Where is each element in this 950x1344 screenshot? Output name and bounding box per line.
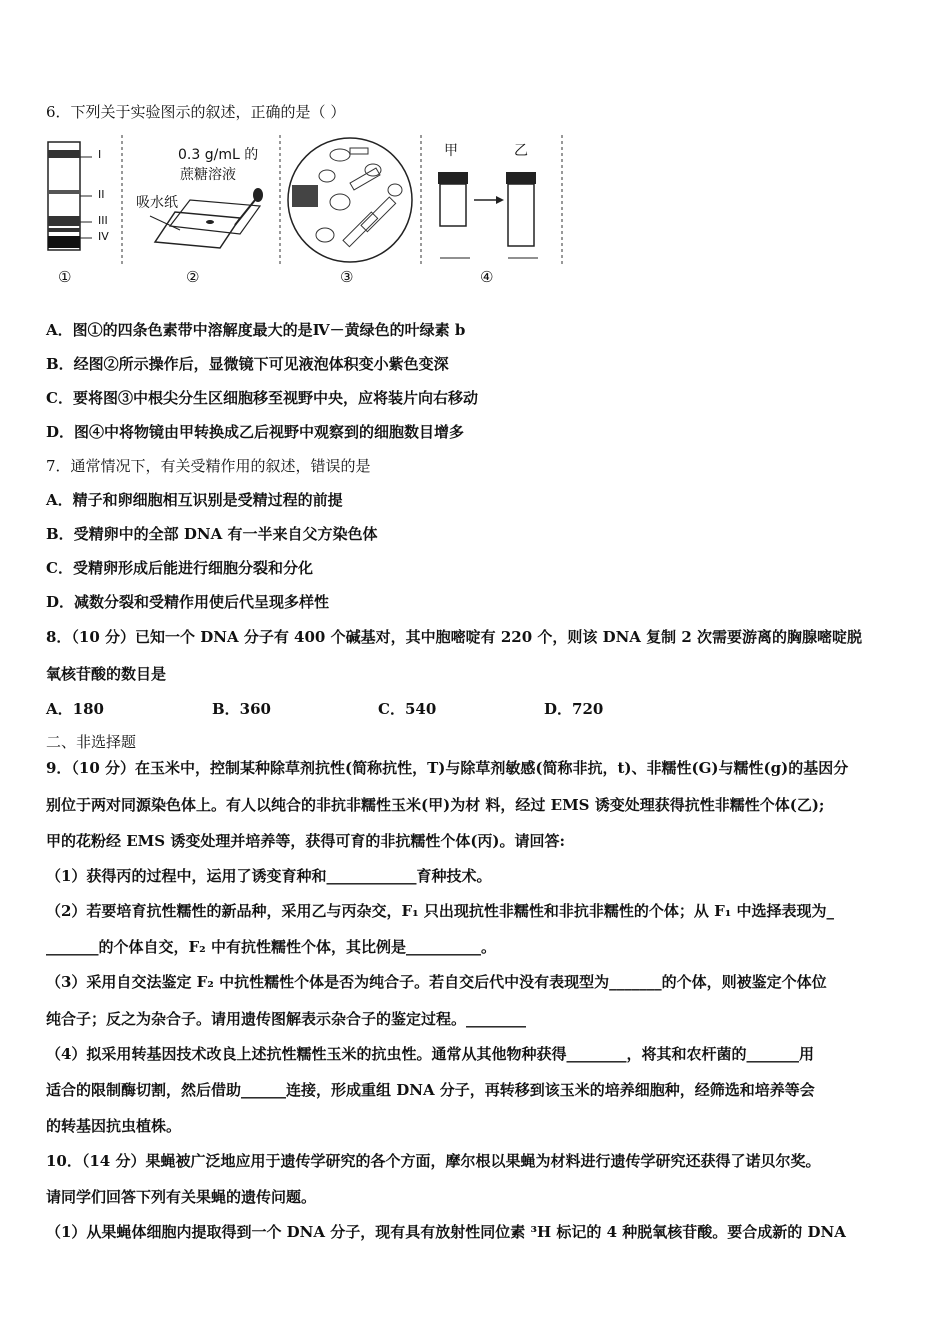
q6-option-d: D．图④中将物镜由甲转换成乙后视野中观察到的细胞数目增多 <box>46 423 465 441</box>
q8-stem-cont: 氧核苷酸的数目是 <box>46 665 167 683</box>
q9-line: （3）采用自交法鉴定 F₂ 中抗性糯性个体是否为纯合子。若自交后代中没有表现型为_______的个体，则被鉴定个体位 <box>46 973 827 991</box>
section-heading: 二、非选择题 <box>46 733 137 751</box>
experiment-figure <box>40 130 570 300</box>
q7-stem: 7．通常情况下，有关受精作用的叙述，错误的是 <box>46 457 371 475</box>
q10-line: 请同学们回答下列有关果蝇的遗传问题。 <box>46 1188 317 1206</box>
q8-option-a: A．180 <box>46 700 104 718</box>
figure-number: ② <box>186 268 200 286</box>
q9-line: 9．（10 分）在玉米中，控制某种除草剂抗性(简称抗性，T)与除草剂敏感(简称非抗，t)、非糯性(G)与糯性(g)的基因分 <box>46 759 849 777</box>
chromatography-strip <box>48 142 92 250</box>
q7-option-b: B．受精卵中的全部 DNA 有一半来自父方染色体 <box>46 525 378 543</box>
q10-line: （1）从果蝇体细胞内提取得到一个 DNA 分子，现有具有放射性同位素 ³H 标记的 4 种脱氧核苷酸。要合成新的 DNA <box>46 1223 846 1241</box>
band-label: I <box>98 148 102 161</box>
q6-stem: 6．下列关于实验图示的叙述，正确的是（ ） <box>46 103 346 121</box>
objective-yi-label: 乙 <box>514 143 528 159</box>
q10-line: 10．（14 分）果蝇被广泛地应用于遗传学研究的各个方面，摩尔根以果蝇为材料进行遗传学研究还获得了诺贝尔奖。 <box>46 1152 821 1170</box>
q9-line: 纯合子；反之为杂合子。请用遗传图解表示杂合子的鉴定过程。________ <box>46 1010 527 1028</box>
figure-number: ① <box>58 268 72 286</box>
q9-line: 的转基因抗虫植株。 <box>46 1117 182 1135</box>
q9-line: 别位于两对同源染色体上。有人以纯合的非抗非糯性玉米(甲)为材 料，经过 EMS 诱变处理获得抗性非糯性个体(乙); <box>46 796 825 814</box>
q6-option-c: C．要将图③中根尖分生区细胞移至视野中央，应将装片向右移动 <box>46 389 478 407</box>
blotting-paper-label: 吸水纸 <box>136 195 178 211</box>
q9-line: _______的个体自交，F₂ 中有抗性糯性个体，其比例是__________。 <box>46 938 496 956</box>
sucrose-label: 0.3 g/mL 的 <box>178 147 259 163</box>
q7-option-c: C．受精卵形成后能进行细胞分裂和分化 <box>46 559 313 577</box>
q9-line: 适合的限制酶切割，然后借助______连接，形成重组 DNA 分子，再转移到该玉米的培养细胞种，经筛选和培养等会 <box>46 1081 815 1099</box>
microscope-field <box>288 138 412 262</box>
figure-number: ③ <box>340 268 354 286</box>
q6-option-a: A．图①的四条色素带中溶解度最大的是Ⅳ－黄绿色的叶绿素 b <box>46 321 466 339</box>
q8-stem: 8．（10 分）已知一个 DNA 分子有 400 个碱基对，其中胞嘧啶有 220 个，则该 DNA 复制 2 次需要游离的胸腺嘧啶脱 <box>46 628 863 646</box>
q9-line: （4）拟采用转基因技术改良上述抗性糯性玉米的抗虫性。通常从其他物种获得________，将其和农杆菌的_______用 <box>46 1045 814 1063</box>
band-label: IV <box>98 230 109 243</box>
objective-lenses <box>438 172 538 258</box>
q6-option-b: B．经图②所示操作后，显微镜下可见液泡体积变小紫色变深 <box>46 355 449 373</box>
q9-line: （1）获得丙的过程中，运用了诱变育种和____________育种技术。 <box>46 867 492 885</box>
band-label: II <box>98 188 105 201</box>
q9-line: （2）若要培育抗性糯性的新品种，采用乙与丙杂交，F₁ 只出现抗性非糯性和非抗非糯性的个体；从 F₁ 中选择表现为_ <box>46 902 835 920</box>
objective-jia-label: 甲 <box>444 143 458 159</box>
figure-number: ④ <box>480 268 494 286</box>
q9-line: 甲的花粉经 EMS 诱变处理并培养等，获得可育的非抗糯性个体(丙)。请回答: <box>46 832 566 850</box>
band-label: III <box>98 214 108 227</box>
q7-option-d: D．减数分裂和受精作用使后代呈现多样性 <box>46 593 330 611</box>
sucrose-label-2: 蔗糖溶液 <box>180 167 236 183</box>
q7-option-a: A．精子和卵细胞相互识别是受精过程的前提 <box>46 491 343 509</box>
q8-option-d: D．720 <box>544 700 604 718</box>
q8-option-c: C．540 <box>378 700 437 718</box>
q8-option-b: B．360 <box>212 700 271 718</box>
